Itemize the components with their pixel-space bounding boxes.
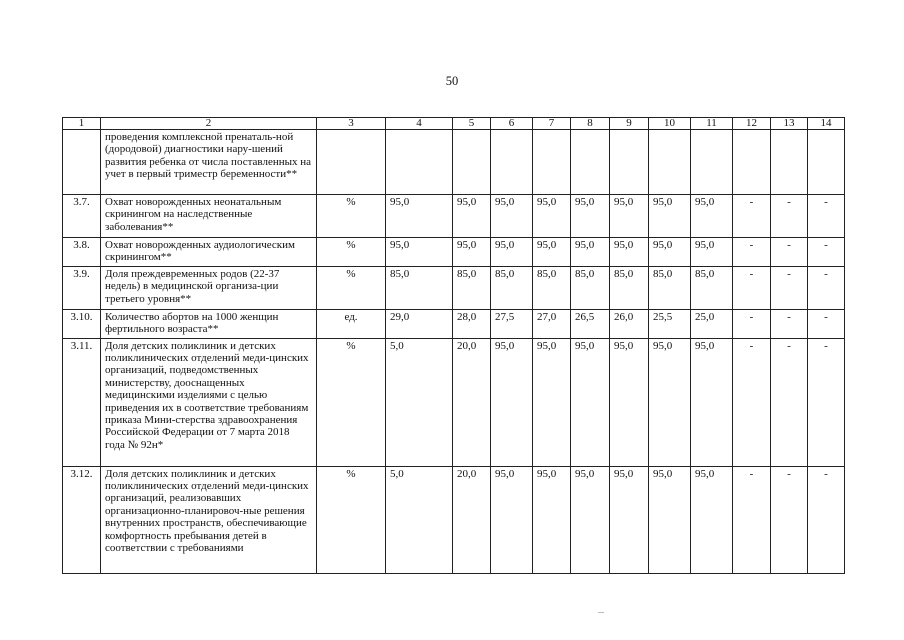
value-cell: 95,0 [491, 466, 533, 573]
value-cell: 95,0 [491, 195, 533, 238]
value-cell: 95,0 [571, 195, 610, 238]
value-cell: 95,0 [610, 238, 649, 267]
dash-cell: - [808, 195, 845, 238]
value-cell: 95,0 [491, 338, 533, 466]
value-cell [691, 130, 733, 195]
unit-cell: ед. [317, 309, 386, 338]
row-number: 3.11. [63, 338, 101, 466]
column-header: 14 [808, 118, 845, 130]
value-cell: 95,0 [533, 466, 571, 573]
value-cell: 20,0 [453, 338, 491, 466]
dash-cell: - [808, 238, 845, 267]
value-cell [386, 130, 453, 195]
column-header: 5 [453, 118, 491, 130]
value-cell: 5,0 [386, 466, 453, 573]
value-cell: 25,5 [649, 309, 691, 338]
dash-cell: - [771, 238, 808, 267]
dash-cell: - [733, 466, 771, 573]
dash-cell: - [808, 466, 845, 573]
column-header: 3 [317, 118, 386, 130]
value-cell: 95,0 [571, 466, 610, 573]
value-cell: 26,5 [571, 309, 610, 338]
page-number: 50 [445, 74, 459, 88]
column-header: 13 [771, 118, 808, 130]
value-cell: 95,0 [610, 338, 649, 466]
value-cell: 95,0 [691, 338, 733, 466]
indicator-name: Охват новорожденных аудиологическим скринингом** [101, 238, 317, 267]
table-row [63, 130, 845, 195]
value-cell: 95,0 [533, 195, 571, 238]
value-cell: 85,0 [491, 266, 533, 309]
value-cell: 85,0 [386, 266, 453, 309]
table-row [63, 309, 845, 338]
dash-cell: - [733, 338, 771, 466]
value-cell: 27,0 [533, 309, 571, 338]
indicator-name: Доля детских поликлиник и детских поликлинических отделений меди-цинских организаций, подведомственных министерству, дооснащенных медицинскими изделиями с целью приведения их в соответствие требованиям приказа Мини-стерства здравоохранения Российской Федерации от 7 марта 2018 года № 92н* [101, 338, 317, 466]
value-cell: 26,0 [610, 309, 649, 338]
row-number: 3.8. [63, 238, 101, 267]
dash-cell: - [733, 309, 771, 338]
table-row [63, 195, 845, 238]
value-cell: 95,0 [453, 238, 491, 267]
value-cell: 95,0 [571, 338, 610, 466]
dash-cell: - [733, 266, 771, 309]
value-cell: 20,0 [453, 466, 491, 573]
value-cell [491, 130, 533, 195]
value-cell: 95,0 [571, 238, 610, 267]
value-cell [610, 130, 649, 195]
value-cell: 95,0 [691, 195, 733, 238]
dash-cell: - [771, 309, 808, 338]
unit-cell: % [317, 466, 386, 573]
value-cell: 95,0 [649, 195, 691, 238]
row-number: 3.7. [63, 195, 101, 238]
value-cell: 85,0 [691, 266, 733, 309]
value-cell: 95,0 [491, 238, 533, 267]
column-header: 12 [733, 118, 771, 130]
value-cell: 95,0 [691, 238, 733, 267]
dash-cell: - [808, 338, 845, 466]
unit-cell: % [317, 266, 386, 309]
column-header: 11 [691, 118, 733, 130]
table-row [63, 266, 845, 309]
value-cell: 85,0 [649, 266, 691, 309]
value-cell: 27,5 [491, 309, 533, 338]
unit-cell: % [317, 238, 386, 267]
value-cell: 25,0 [691, 309, 733, 338]
value-cell: 85,0 [533, 266, 571, 309]
dash-cell [733, 130, 771, 195]
column-header: 1 [63, 118, 101, 130]
value-cell: 95,0 [533, 238, 571, 267]
table-row [63, 466, 845, 573]
value-cell: 95,0 [386, 195, 453, 238]
table-row [63, 338, 845, 466]
dash-cell: - [771, 266, 808, 309]
value-cell [571, 130, 610, 195]
indicator-name: Доля детских поликлиник и детских поликлинических отделений меди-цинских организаций, реализовавших организационно-планировоч-ные решения внутренних пространств, обеспечивающие комфортность пребывания детей в соответствии с требованиями [101, 466, 317, 573]
value-cell: 5,0 [386, 338, 453, 466]
dash-cell: - [771, 466, 808, 573]
value-cell [453, 130, 491, 195]
value-cell: 95,0 [453, 195, 491, 238]
indicators-table [62, 117, 845, 574]
indicator-name: Доля преждевременных родов (22-37 недель) в медицинской организа-ции третьего уровня** [101, 266, 317, 309]
column-header: 8 [571, 118, 610, 130]
value-cell: 95,0 [610, 466, 649, 573]
dash-cell: - [808, 309, 845, 338]
dash-cell: - [733, 195, 771, 238]
page-mark [598, 612, 604, 613]
table-row [63, 238, 845, 267]
unit-cell [317, 130, 386, 195]
value-cell: 95,0 [386, 238, 453, 267]
indicator-name: Количество абортов на 1000 женщин фертильного возраста** [101, 309, 317, 338]
value-cell: 28,0 [453, 309, 491, 338]
column-header: 6 [491, 118, 533, 130]
dash-cell [771, 130, 808, 195]
value-cell: 95,0 [610, 195, 649, 238]
indicator-name: Охват новорожденных неонатальным скринингом на наследственные заболевания** [101, 195, 317, 238]
dash-cell [808, 130, 845, 195]
value-cell: 95,0 [649, 238, 691, 267]
row-number: 3.9. [63, 266, 101, 309]
value-cell [533, 130, 571, 195]
column-header-row [63, 118, 845, 130]
column-header: 10 [649, 118, 691, 130]
unit-cell: % [317, 338, 386, 466]
row-number [63, 130, 101, 195]
dash-cell: - [771, 195, 808, 238]
dash-cell: - [771, 338, 808, 466]
value-cell: 95,0 [649, 338, 691, 466]
column-header: 4 [386, 118, 453, 130]
value-cell: 85,0 [571, 266, 610, 309]
value-cell: 29,0 [386, 309, 453, 338]
value-cell: 85,0 [610, 266, 649, 309]
row-number: 3.10. [63, 309, 101, 338]
value-cell: 95,0 [533, 338, 571, 466]
column-header: 9 [610, 118, 649, 130]
dash-cell: - [733, 238, 771, 267]
column-header: 7 [533, 118, 571, 130]
row-number: 3.12. [63, 466, 101, 573]
indicator-name: проведения комплексной пренаталь-ной (дородовой) диагностики нару-шений развития ребенка от числа поставленных на учет в первый триместр беременности** [101, 130, 317, 195]
value-cell: 95,0 [649, 466, 691, 573]
value-cell: 95,0 [691, 466, 733, 573]
unit-cell: % [317, 195, 386, 238]
value-cell: 85,0 [453, 266, 491, 309]
value-cell [649, 130, 691, 195]
column-header: 2 [101, 118, 317, 130]
dash-cell: - [808, 266, 845, 309]
